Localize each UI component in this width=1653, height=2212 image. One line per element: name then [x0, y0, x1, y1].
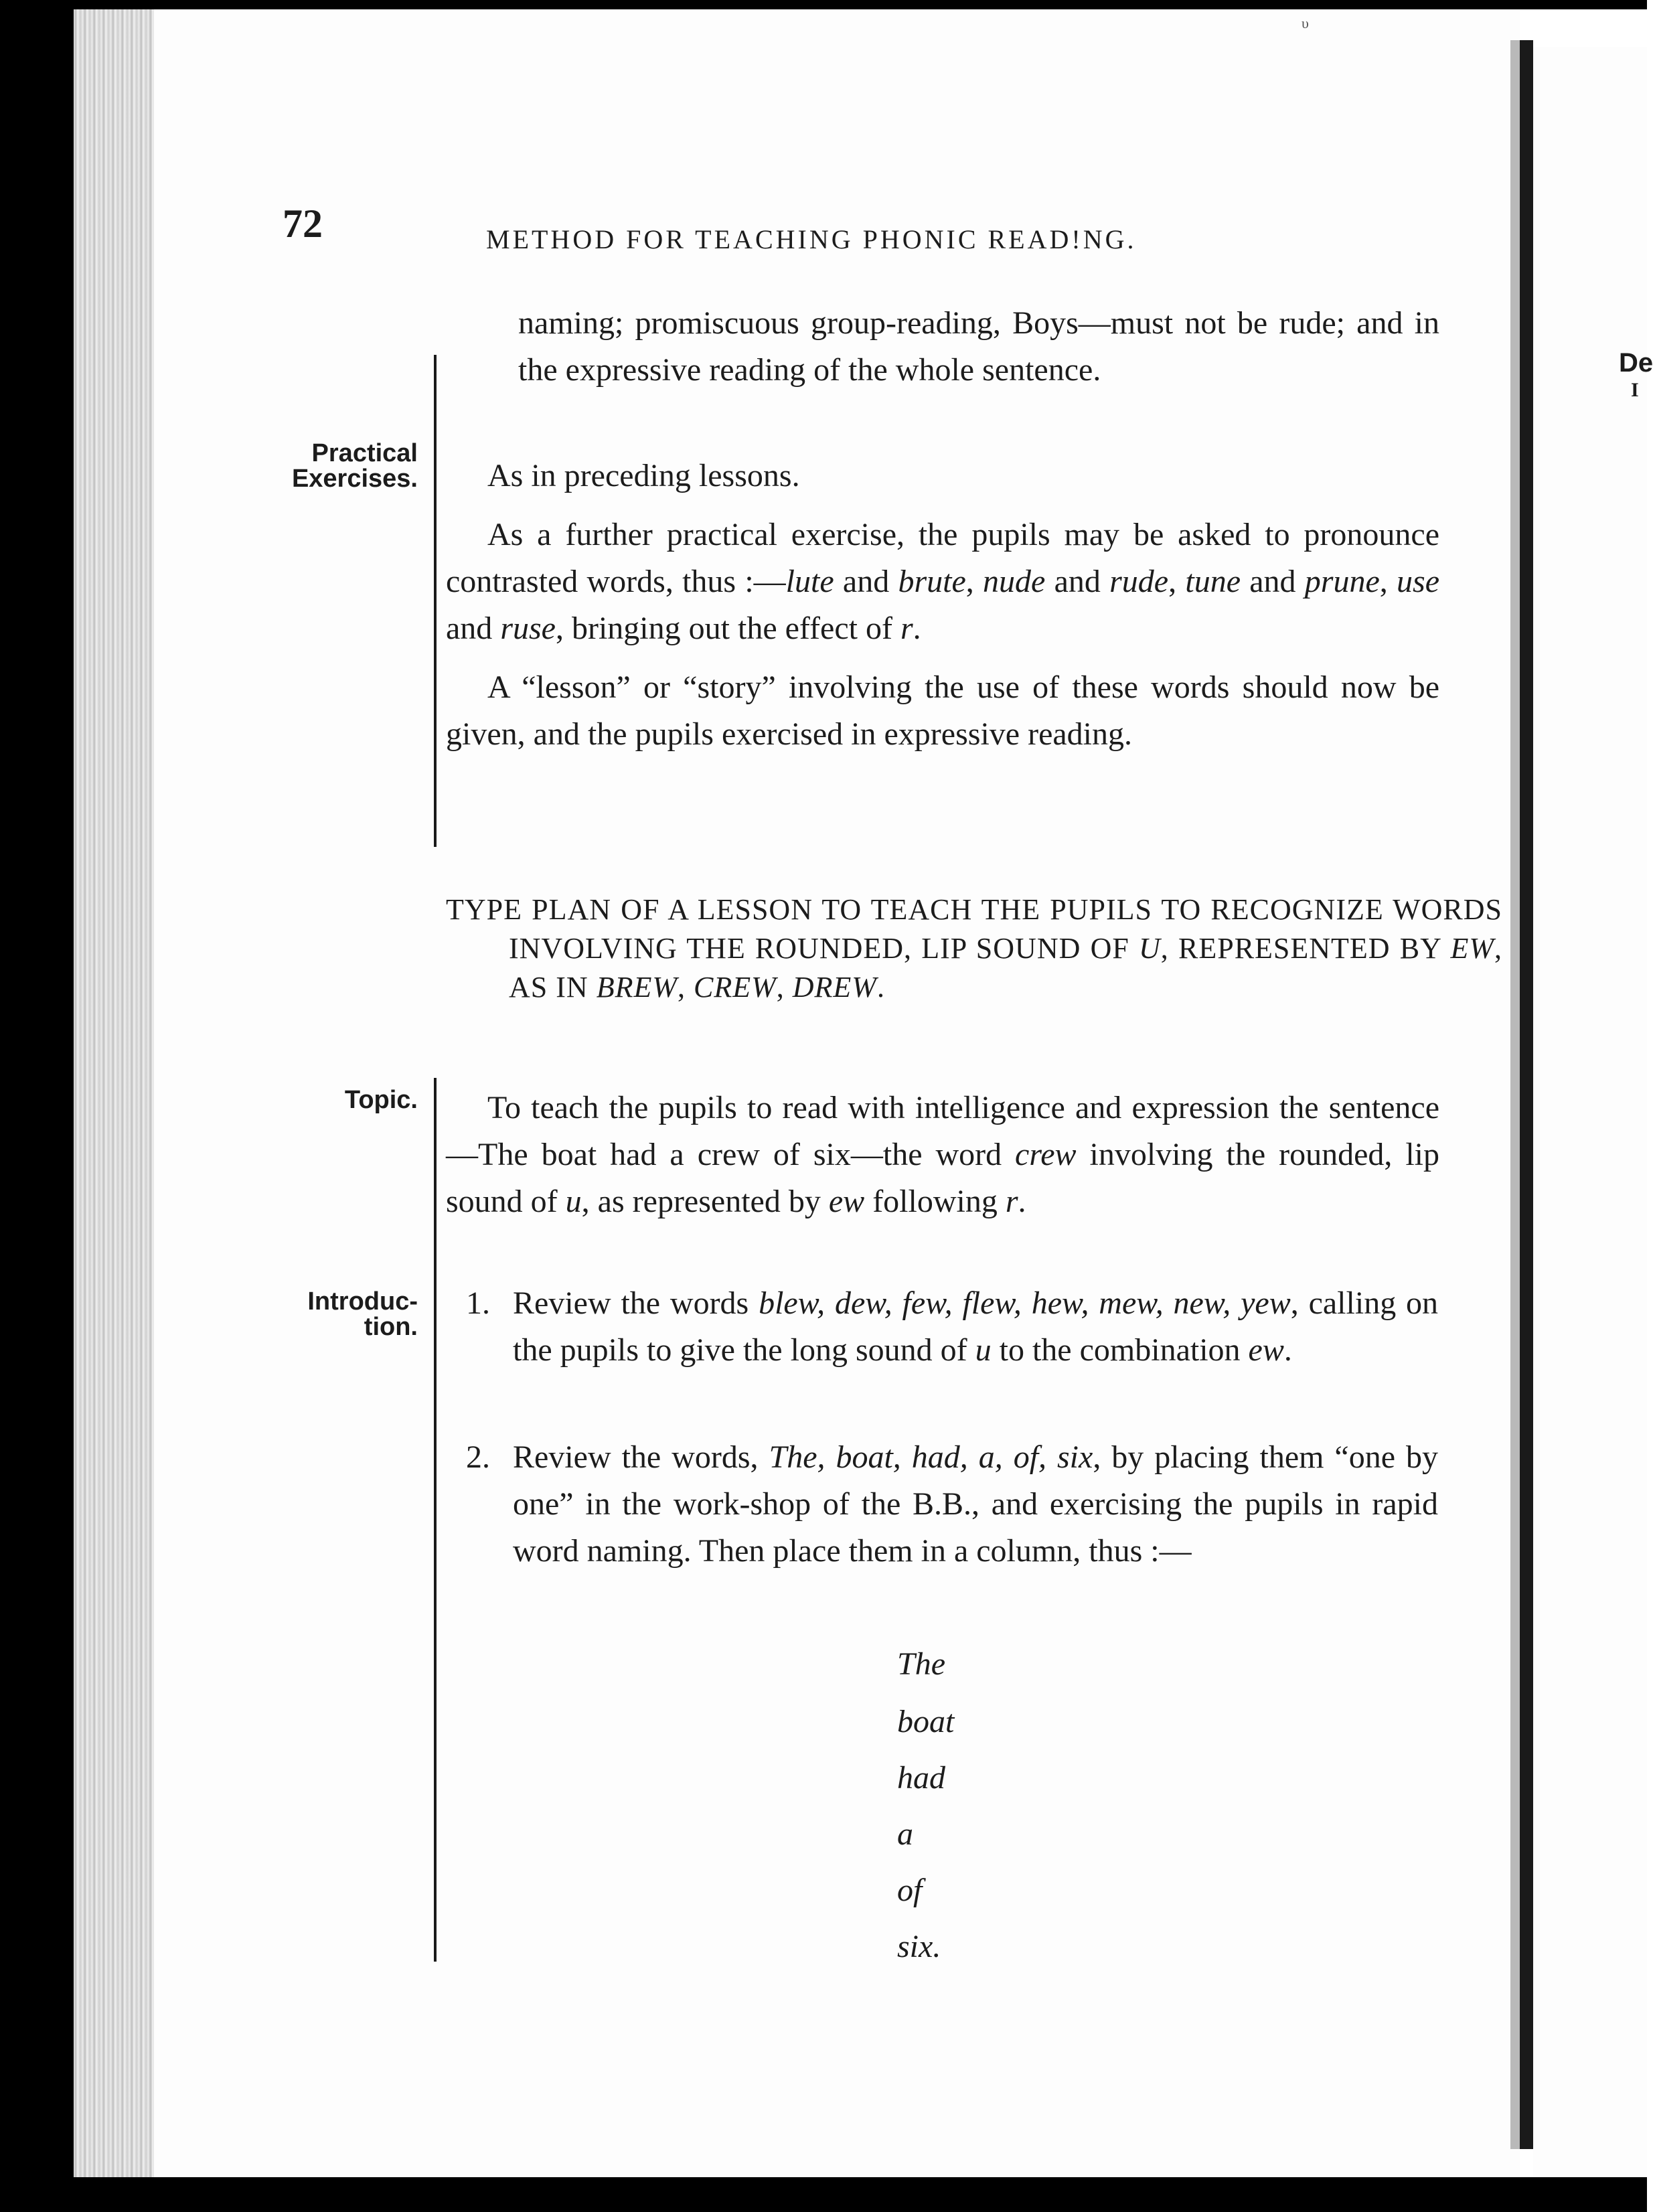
text-run: . — [876, 971, 885, 1004]
word-ruse: ruse — [500, 611, 556, 646]
scan-border-left — [0, 0, 74, 2212]
stacked-page-edges — [74, 9, 154, 2177]
text-run: , — [965, 564, 983, 599]
item-text — [513, 1280, 1438, 1374]
margin-note-line: Introduc- — [307, 1287, 418, 1316]
intro-item-2 — [466, 1434, 1438, 1575]
text-run: and — [1241, 564, 1305, 599]
margin-note-practical-exercises — [292, 441, 418, 491]
margin-rule-lower — [434, 1078, 437, 1962]
text-run: . — [1018, 1184, 1026, 1219]
page-gutter-shadow — [1520, 40, 1533, 2149]
column-word: boat — [897, 1704, 955, 1739]
scan-border-top — [0, 0, 1647, 9]
word-crew: CREW — [693, 971, 777, 1004]
word-use: use — [1397, 564, 1440, 599]
text-run: , — [776, 971, 793, 1004]
practical-paragraph-2 — [446, 511, 1439, 652]
topic-section — [446, 1085, 1439, 1225]
letter-u: u — [565, 1184, 582, 1219]
continuation-text: naming; promiscuous group-reading, Boys—must not be rude; and in the expressive reading of the whole sentence. — [518, 305, 1439, 388]
word-nude: nude — [983, 564, 1046, 599]
text-run: As a further practical exercise, the pupils may be asked to pronounce contrasted words, thus :— — [446, 517, 1439, 599]
facing-page-fragment-2: I — [1631, 379, 1639, 401]
margin-note-line: Practical — [311, 439, 418, 467]
practical-exercises-section — [446, 453, 1439, 758]
text-run: , — [1379, 564, 1397, 599]
word-lute: lute — [785, 564, 834, 599]
word-crew: crew — [1015, 1137, 1077, 1172]
margin-note-line: Exercises. — [291, 465, 418, 493]
item-number: 1. — [466, 1285, 490, 1321]
facing-page-fragment: De — [1619, 348, 1653, 378]
word-brew: BREW — [596, 971, 678, 1004]
text-run: involving the rounded, lip sound of — [446, 1137, 1439, 1219]
page-number: 72 — [283, 202, 323, 246]
digraph-ew: ew — [1248, 1332, 1284, 1368]
text-run: , bringing out the effect of — [555, 611, 900, 646]
text-run: to the combination — [991, 1332, 1249, 1368]
word-drew: DREW — [792, 971, 877, 1004]
column-word: had — [897, 1760, 945, 1796]
text-run: and — [446, 611, 501, 646]
letter-r: r — [1005, 1184, 1018, 1219]
review-word-list: blew, dew, few, flew, hew, mew, new, yew — [759, 1285, 1291, 1321]
letter-r: r — [900, 611, 913, 646]
item-number: 2. — [466, 1439, 490, 1475]
running-head: METHOD FOR TEACHING PHONIC READ!NG. — [486, 224, 1137, 254]
page-gutter — [1510, 40, 1520, 2149]
text-run: TYPE PLAN OF A LESSON TO TEACH THE PUPILS TO RECOGNIZE WORDS INVOLVING THE ROUNDED, LIP SOUND OF — [446, 893, 1502, 965]
word-prune: prune — [1304, 564, 1380, 599]
text-run: , calling on the pupils to give the long sound of — [513, 1285, 1439, 1368]
text-run: , by placing them “one by one” in the work-shop of the B.B., and exercising the pupils in rapid word naming. Then place them in a column, thus :— — [513, 1439, 1438, 1569]
text-run: . — [913, 611, 921, 646]
text-run: Review the words — [513, 1285, 759, 1321]
text-run: and — [1045, 564, 1110, 599]
column-word: six. — [897, 1929, 941, 1964]
text-run: Review the words, — [513, 1439, 769, 1475]
letter-u: U — [1139, 932, 1161, 965]
column-word: a — [897, 1816, 913, 1852]
continuation-paragraph — [518, 300, 1439, 394]
practical-paragraph-3: A “lesson” or “story” involving the use of these words should now be given, and the pupils exercised in expressive reading. — [446, 669, 1439, 752]
margin-note-introduction — [307, 1289, 418, 1340]
text-run: . — [1283, 1332, 1292, 1368]
scan-border-bottom — [0, 2177, 1647, 2212]
column-word: The — [897, 1646, 945, 1682]
letter-u: u — [975, 1332, 992, 1368]
text-run: , REPRESENTED BY — [1160, 932, 1451, 965]
text-run: , as represented by — [581, 1184, 829, 1219]
word-tune: tune — [1185, 564, 1241, 599]
item-text — [513, 1434, 1438, 1575]
margin-note-line: tion. — [364, 1313, 418, 1341]
text-run: , AS IN — [509, 932, 1502, 1004]
text-run: To teach the pupils to read with intelligence and expression the sentence—The boat had a crew of six—the word — [446, 1090, 1439, 1172]
review-word-list: The, boat, had, a, of, six — [769, 1439, 1093, 1475]
word-brute: brute — [898, 564, 966, 599]
text-run: and — [834, 564, 898, 599]
practical-paragraph-1: As in preceding lessons. — [487, 458, 800, 493]
word-rude: rude — [1109, 564, 1169, 599]
margin-rule-upper — [434, 355, 437, 847]
scan-speck: υ — [1302, 15, 1309, 31]
topic-paragraph — [446, 1085, 1439, 1225]
type-plan-heading — [446, 890, 1502, 1007]
intro-item-1 — [466, 1280, 1438, 1374]
digraph-ew: ew — [828, 1184, 865, 1219]
column-word: of — [897, 1873, 923, 1908]
digraph-ew: EW — [1450, 932, 1494, 965]
margin-note-topic — [345, 1087, 418, 1113]
margin-note-line: Topic. — [344, 1086, 418, 1114]
text-run: following — [864, 1184, 1006, 1219]
text-run: , — [677, 971, 694, 1004]
text-run: , — [1168, 564, 1186, 599]
